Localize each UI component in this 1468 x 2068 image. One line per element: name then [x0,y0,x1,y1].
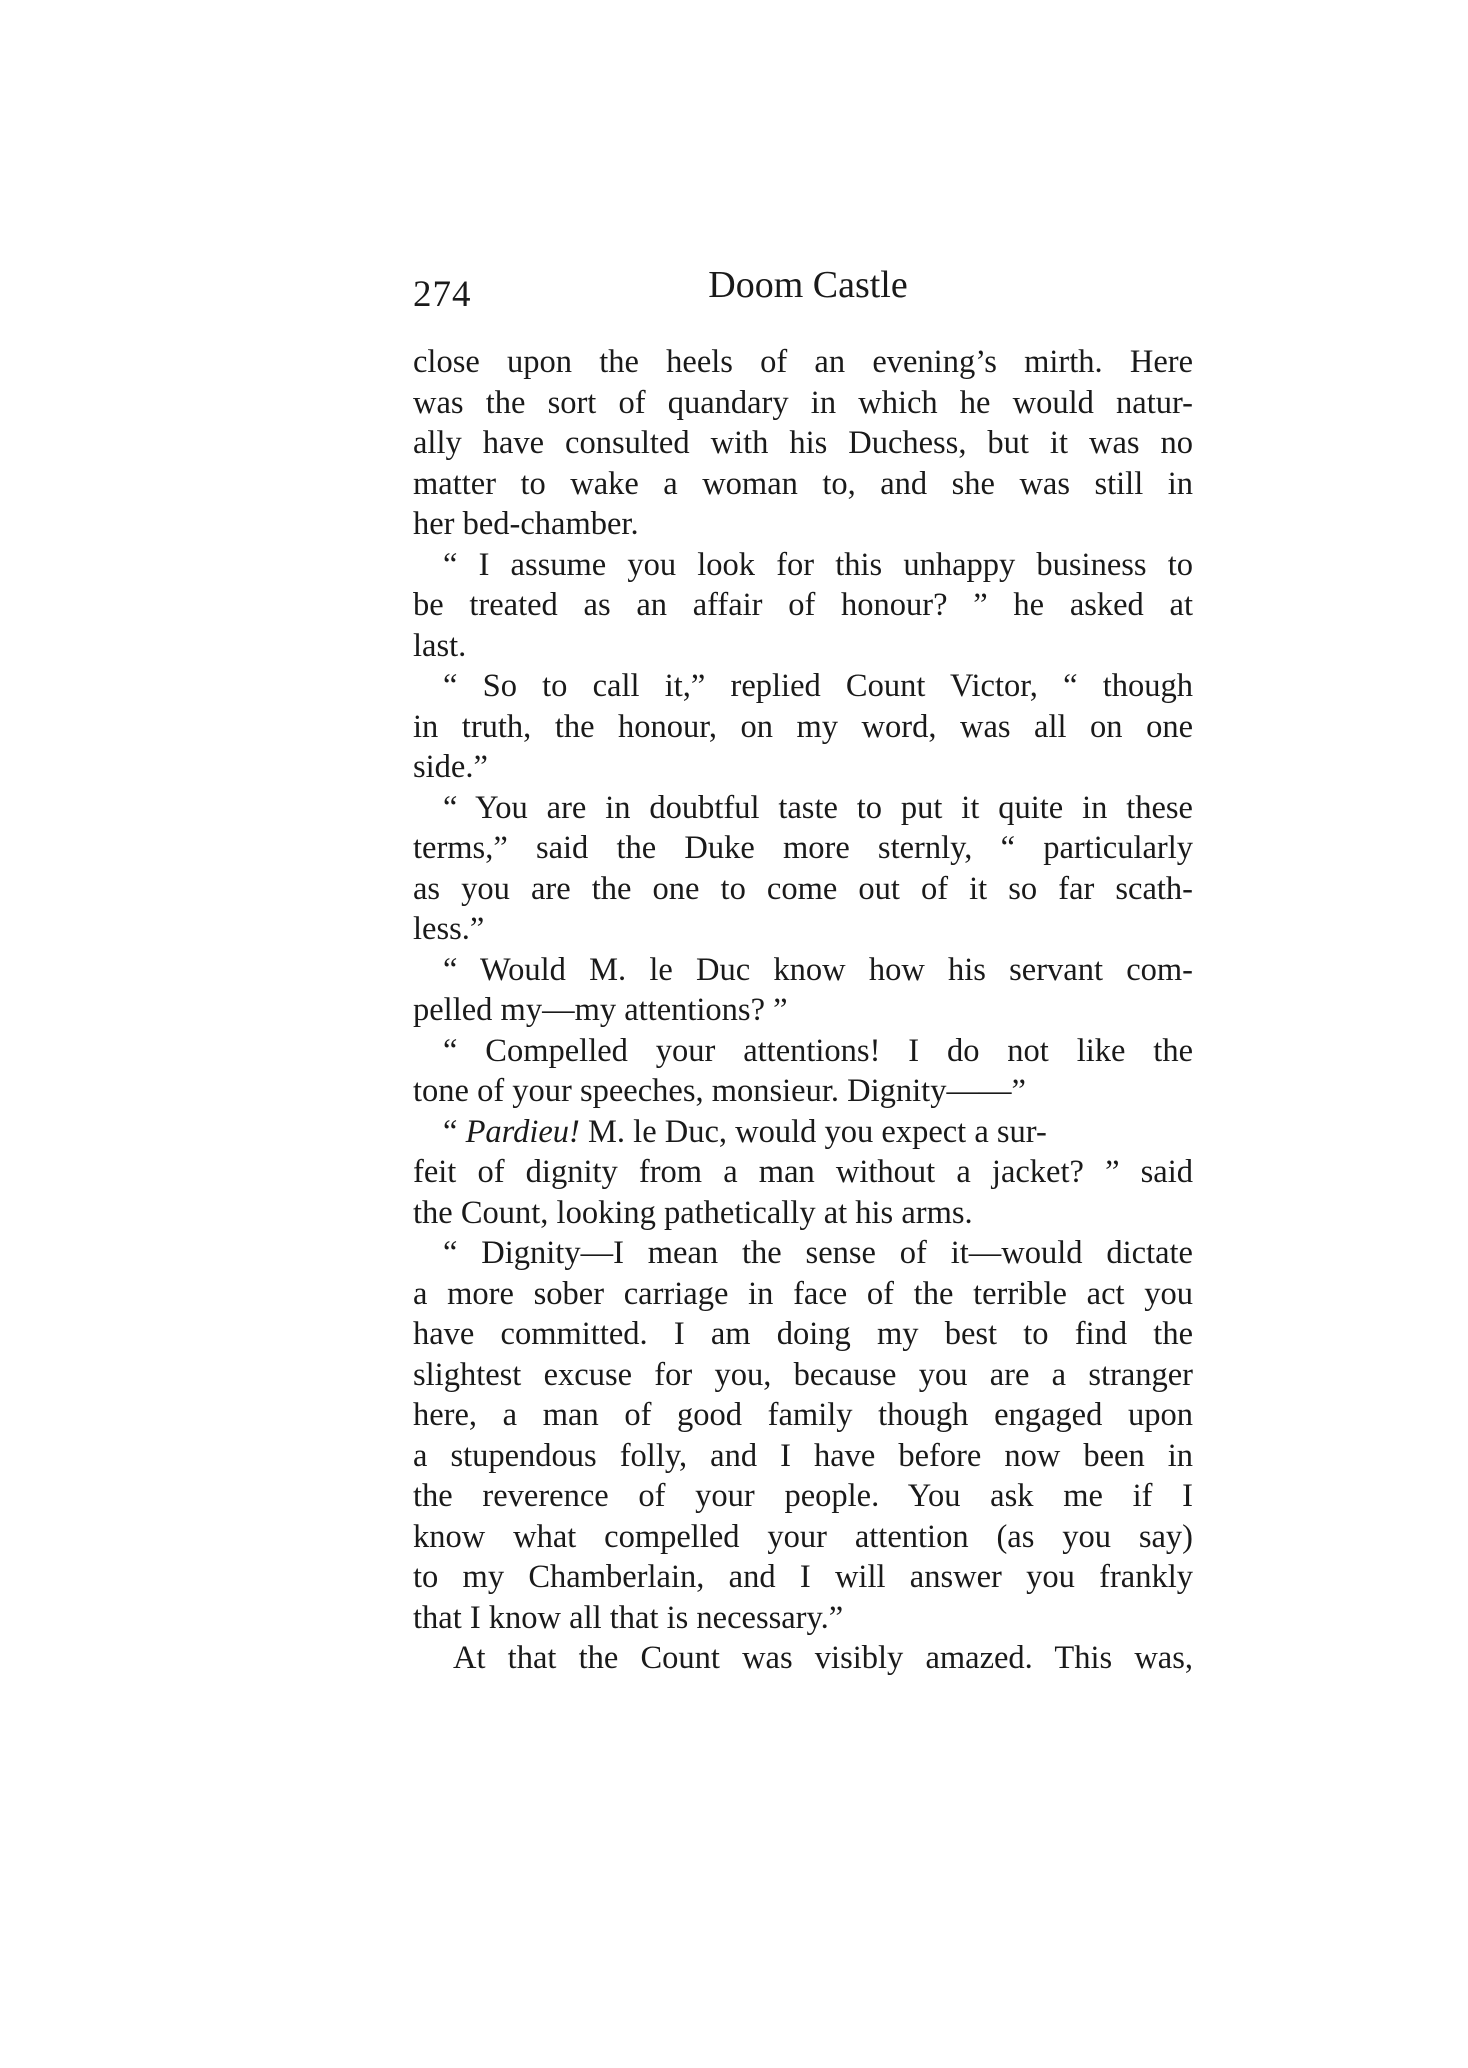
text-line: “ You are in doubtful taste to put it quite in these [443,789,1193,826]
italic-word: Pardieu! [465,1113,580,1150]
text-line: “ I assume you look for this unhappy business to [443,546,1193,583]
text-line-rest: M. le Duc, would you expect a sur- [579,1113,1047,1150]
text-line: terms,” said the Duke more sternly, “ particularly [413,830,1193,866]
text-line: feit of dignity from a man without a jacket? ” said [413,1154,1193,1190]
text-line: a stupendous folly, and I have before now been in [413,1437,1193,1474]
text-line: the reverence of your people. You ask me if I [413,1478,1193,1514]
text-line: “ Would M. le Duc know how his servant com- [443,951,1193,988]
text-line: close upon the heels of an evening’s mirth. Here [413,344,1193,380]
text-line: in truth, the honour, on my word, was all on one [413,708,1193,745]
text-line: tone of your speeches, monsieur. Dignity——” [413,1073,1026,1109]
text-line: the Count, looking pathetically at his arms. [413,1194,973,1231]
text-line [413,1112,1193,1153]
text-line: was the sort of quandary in which he would natur- [413,384,1193,421]
text-line: be treated as an affair of honour? ” he asked at [413,587,1193,623]
page-number: 274 [413,274,472,315]
text-line: to my Chamberlain, and I will answer you frankly [413,1559,1193,1595]
text-line: side.” [413,749,488,785]
text-line: matter to wake a woman to, and she was still in [413,465,1193,502]
text-line: as you are the one to come out of it so far scath- [413,870,1193,907]
text-line: slightest excuse for you, because you are a stranger [413,1356,1193,1393]
text-line: her bed-chamber. [413,506,639,542]
text-line: pelled my—my attentions? ” [413,992,788,1028]
text-line: last. [413,627,467,664]
text-line: ally have consulted with his Duchess, but it was no [413,425,1193,461]
text-line: here, a man of good family though engaged upon [413,1397,1193,1433]
body-text [413,342,1193,1679]
text-line: less.” [413,911,485,947]
text-line: a more sober carriage in face of the terrible act you [413,1275,1193,1312]
text-line: At that the Count was visibly amazed. This was, [453,1640,1193,1676]
page-header [413,255,1193,315]
text-line: “ Compelled your attentions! I do not like the [443,1032,1193,1069]
running-title: Doom Castle [708,264,908,306]
open-quote: “ [443,1113,458,1150]
text-line: have committed. I am doing my best to find the [413,1316,1193,1352]
text-line: know what compelled your attention (as you say) [413,1518,1193,1555]
text-line: “ Dignity—I mean the sense of it—would dictate [443,1235,1193,1271]
text-line: “ So to call it,” replied Count Victor, “ though [443,668,1193,704]
text-line: that I know all that is necessary.” [413,1599,844,1636]
